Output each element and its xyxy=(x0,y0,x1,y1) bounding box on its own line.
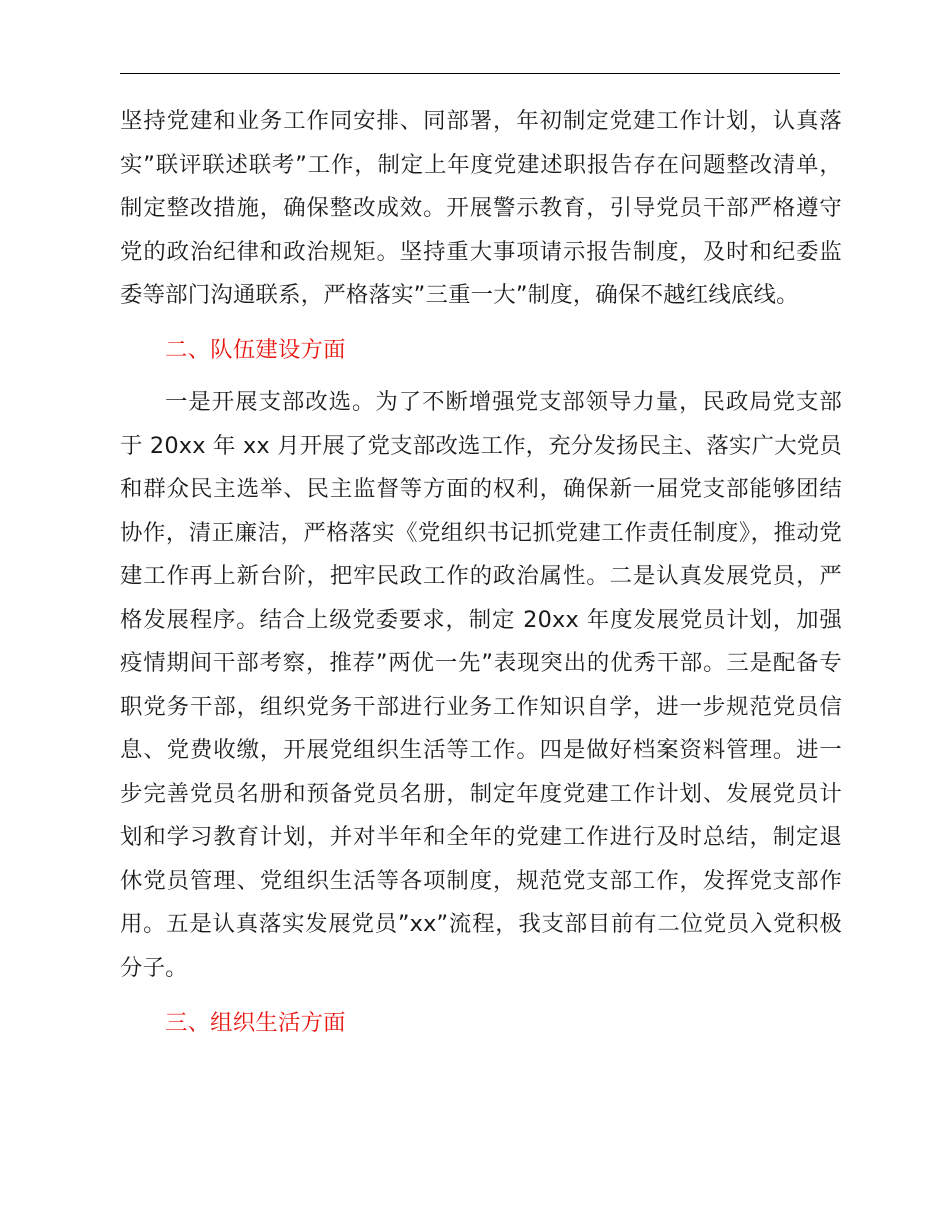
header-rule xyxy=(120,73,840,74)
document-body xyxy=(120,100,842,1046)
paragraph-party-building-work: 坚持党建和业务工作同安排、同部署，年初制定党建工作计划，认真落实”联评联述联考”工作，制定上年度党建述职报告存在问题整改清单，制定整改措施，确保整改成效。开展警示教育，引导党员干部严格遵守党的政治纪律和政治规矩。坚持重大事项请示报告制度，及时和纪委监委等部门沟通联系，严格落实”三重一大”制度，确保不越红线底线。 xyxy=(120,108,842,308)
paragraph-team-building: 一是开展支部改选。为了不断增强党支部领导力量，民政局党支部于 20xx 年 xx 月开展了党支部改选工作，充分发扬民主、落实广大党员和群众民主选举、民主监督等方面的权利，确保新一届党支部能够团结协作，清正廉洁，严格落实《党组织书记抓党建工作责任制度》，推动党建工作再上新台阶，把牢民政工作的政治属性。二是认真发展党员，严格发展程序。结合上级党委要求，制定 20xx 年度发展党员计划，加强疫情期间干部考察，推荐”两优一先”表现突出的优秀干部。三是配备专职党务干部，组织党务干部进行业务工作知识自学，进一步规范党员信息、党费收缴，开展党组织生活等工作。四是做好档案资料管理。进一步完善党员名册和预备党员名册，制定年度党建工作计划、发展党员计划和学习教育计划，并对半年和全年的党建工作进行及时总结，制定退休党员管理、党组织生活等各项制度，规范党支部工作，发挥党支部作用。五是认真落实发展党员”xx”流程，我支部目前有二位党员入党积极分子。 xyxy=(120,389,842,981)
section-heading-organizational-life: 三、组织生活方面 xyxy=(165,1010,346,1036)
section-heading-team-building: 二、队伍建设方面 xyxy=(165,336,346,363)
